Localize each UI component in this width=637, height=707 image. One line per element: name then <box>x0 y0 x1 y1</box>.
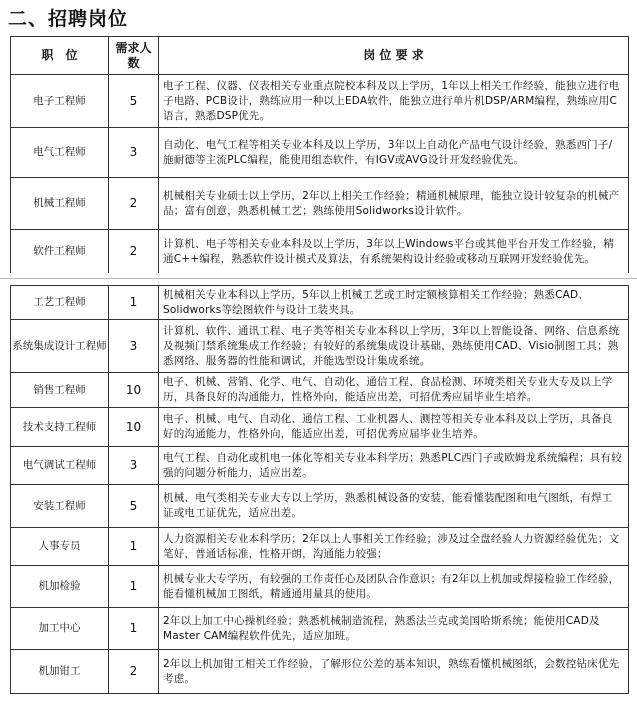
header-requirements: 岗 位 要 求 <box>159 37 629 75</box>
table-row <box>11 373 629 408</box>
requirements-cell: 电气工程、自动化或机电一体化等相关专业本科学历；熟悉PLC西门子或欧姆龙系统编程；具有较强的问题分析能力，适应出差。 <box>159 447 629 485</box>
requirements-cell: 自动化、电气工程等相关专业本科及以上学历，3年以上自动化产品电气设计经验，熟悉西门子/施耐德等主流PLC编程，能使用组态软件，有IGV或AVG设计开发经验优先。 <box>159 128 629 178</box>
table-row <box>11 230 629 274</box>
table-row <box>11 528 629 566</box>
header-count: 需求人数 <box>109 37 159 75</box>
count-cell: 10 <box>109 408 159 447</box>
count-cell: 2 <box>109 650 159 694</box>
requirements-cell: 人力资源相关专业本科学历；2年以上人事相关工作经验；涉及过全盘经验人力资源经验优先；文笔好，普通话标准，性格开朗，沟通能力较强； <box>159 528 629 566</box>
position-cell: 机械工程师 <box>11 178 109 230</box>
position-cell: 加工中心 <box>11 608 109 650</box>
requirements-cell: 2年以上机加钳工相关工作经验，了解形位公差的基本知识，熟练看懂机械图纸，会数控钻床优先考虑。 <box>159 650 629 694</box>
table-row <box>11 320 629 373</box>
count-cell: 2 <box>109 230 159 274</box>
requirements-cell: 计算机、电子等相关专业本科及以上学历，3年以上Windows平台或其他平台开发工作经验，精通C++编程，熟悉软件设计模式及算法，有系统架构设计经验或移动互联网开发经验优先。 <box>159 230 629 274</box>
page-break-divider <box>0 278 637 279</box>
table-row <box>11 408 629 447</box>
table-row <box>11 447 629 485</box>
job-table-part-1 <box>10 36 629 274</box>
count-cell: 3 <box>109 447 159 485</box>
position-cell: 安装工程师 <box>11 485 109 528</box>
section-title: 二、招聘岗位 <box>8 8 129 30</box>
table-row <box>11 75 629 128</box>
requirements-cell: 2年以上加工中心操机经验；熟悉机械制造流程，熟悉法兰克或美国哈斯系统；能使用CAD及Master CAM编程软件优先，适应加班。 <box>159 608 629 650</box>
requirements-cell: 机械、电气类相关专业大专以上学历，熟悉机械设备的安装，能看懂装配图和电气图纸，有焊工证或电工证优先，适应出差。 <box>159 485 629 528</box>
requirements-cell: 机械相关专业本科以上学历，5年以上机械工艺或工时定额核算相关工作经验；熟悉CAD、Solidworks等绘图软件与设计工装夹具。 <box>159 286 629 320</box>
count-cell: 5 <box>109 485 159 528</box>
position-cell: 工艺工程师 <box>11 286 109 320</box>
position-cell: 技术支持工程师 <box>11 408 109 447</box>
header-position: 职 位 <box>11 37 109 75</box>
count-cell: 2 <box>109 178 159 230</box>
table-row <box>11 178 629 230</box>
position-cell: 软件工程师 <box>11 230 109 274</box>
position-cell: 销售工程师 <box>11 373 109 408</box>
position-cell: 机加检验 <box>11 566 109 608</box>
requirements-cell: 计算机、软件、通讯工程、电子类等相关专业本科以上学历，3年以上智能设备、网络、信息系统及视频门禁系统集成工作经验；有较好的系统集成设计基础，熟练使用CAD、Visio制图工具；熟悉网络、服务器的性能和调试，并能选型设计集成系统。 <box>159 320 629 373</box>
table-row <box>11 286 629 320</box>
requirements-cell: 电子、机械、电气、自动化、通信工程、工业机器人、测控等相关专业本科及以上学历，具备良好的沟通能力，性格外向，能适应出差，可招优秀应届毕业生培养。 <box>159 408 629 447</box>
position-cell: 电子工程师 <box>11 75 109 128</box>
table-row <box>11 566 629 608</box>
count-cell: 5 <box>109 75 159 128</box>
table-row <box>11 608 629 650</box>
table-row <box>11 485 629 528</box>
count-cell: 3 <box>109 128 159 178</box>
requirements-cell: 机械专业大专学历，有较强的工作责任心及团队合作意识；有2年以上机加或焊接检验工作经验，能看懂机械加工图纸，精通通用量具的使用。 <box>159 566 629 608</box>
position-cell: 人事专员 <box>11 528 109 566</box>
position-cell: 机加钳工 <box>11 650 109 694</box>
table-header-row <box>11 37 629 75</box>
count-cell: 1 <box>109 528 159 566</box>
table-row <box>11 650 629 694</box>
job-table-part-2 <box>10 285 629 694</box>
requirements-cell: 电子、机械、营销、化学、电气、自动化、通信工程、食品检测、环境类相关专业大专及以上学历，具备良好的沟通能力，性格外向，能适应出差，可招优秀应届毕业生培养。 <box>159 373 629 408</box>
requirements-cell: 机械相关专业硕士以上学历，2年以上相关工作经验；精通机械原理，能独立设计较复杂的机械产品；富有创意，熟悉机械工艺；熟练使用Solidworks设计软件。 <box>159 178 629 230</box>
position-cell: 电气调试工程师 <box>11 447 109 485</box>
position-cell: 电气工程师 <box>11 128 109 178</box>
page-break <box>0 273 637 281</box>
requirements-cell: 电子工程、仪器、仪表相关专业重点院校本科及以上学历，1年以上相关工作经验，能独立进行电子电路、PCB设计，熟练应用一种以上EDA软件，能独立进行单片机DSP/ARM编程，熟练应用C语言，熟悉DSP优先。 <box>159 75 629 128</box>
count-cell: 1 <box>109 286 159 320</box>
count-cell: 1 <box>109 566 159 608</box>
count-cell: 3 <box>109 320 159 373</box>
count-cell: 1 <box>109 608 159 650</box>
position-cell: 系统集成设计工程师 <box>11 320 109 373</box>
count-cell: 10 <box>109 373 159 408</box>
table-row <box>11 128 629 178</box>
